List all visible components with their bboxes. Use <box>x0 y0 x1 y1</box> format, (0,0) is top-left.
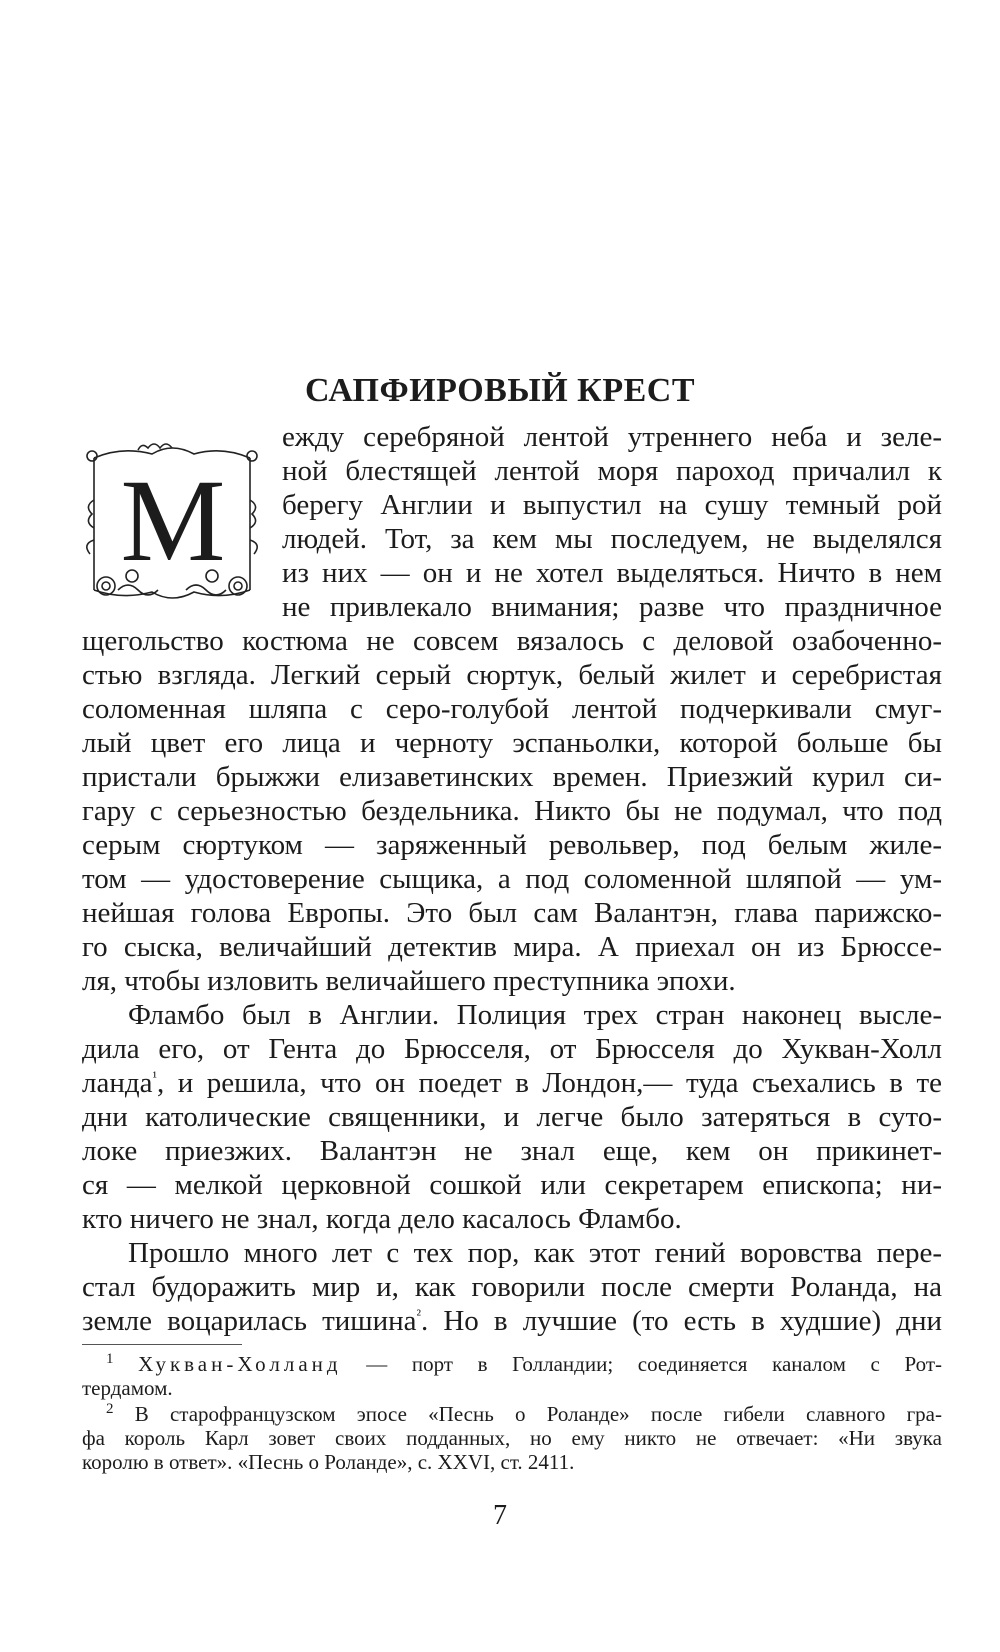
body-line: лый цвет его лица и черноту эспаньолки, которой больше бы <box>82 727 942 759</box>
body-line: стью взгляда. Легкий серый сюртук, белый жилет и серебристая <box>82 659 942 691</box>
footnote-2 <box>106 1402 942 1426</box>
body-line: кто ничего не знал, когда дело касалось Фламбо. <box>82 1203 682 1235</box>
body-text: . Но в лучшие (то есть в худшие) дни <box>421 1305 942 1337</box>
footnote-text: В старофранцузском эпосе «Песнь о Роланде» после гибели славного гра- <box>113 1402 942 1426</box>
body-text: ланда <box>82 1067 153 1099</box>
footnote-2-cont: фа король Карл зовет своих подданных, но ему никто не отвечает: «Ни звука <box>82 1426 942 1450</box>
footnote-ref-1[interactable]: ¹ <box>152 1069 157 1086</box>
body-line <box>82 1304 942 1338</box>
footnote-term: Хукван-Холланд <box>138 1352 342 1376</box>
body-line: Прошло много лет с тех пор, как этот гений воровства пере- <box>128 1237 942 1269</box>
body-line: серым сюртуком — заряженный револьвер, под белым жиле- <box>82 829 942 861</box>
footnote-ref-2[interactable]: ² <box>416 1307 422 1324</box>
body-line: пристали брыжжи елизаветинских времен. Приезжий курил си- <box>82 761 942 793</box>
footnote-1-cont: тердамом. <box>82 1376 173 1400</box>
footnote-2-cont: королю в ответ». «Песнь о Роланде», с. XXVI, ст. 2411. <box>82 1450 575 1474</box>
body-line: го сыска, величайший детектив мира. А приехал он из Брюссе- <box>82 931 942 963</box>
body-line: том — удостоверение сыщика, а под соломенной шляпой — ум- <box>82 863 942 895</box>
footnote-marker-1: 1 <box>106 1351 114 1367</box>
body-line: из них — он и не хотел выделяться. Ничто в нем <box>282 557 942 589</box>
body-line: дни католические священники, и легче было затеряться в суто- <box>82 1101 942 1133</box>
body-line: не привлекало внимания; разве что праздничное <box>282 591 942 623</box>
footnote-marker-2: 2 <box>106 1401 114 1417</box>
body-line: стал будоражить мир и, как говорили после смерти Роланда, на <box>82 1271 942 1303</box>
drop-cap-letter: М <box>120 455 226 586</box>
body-text: , и решила, что он поедет в Лондон,— туда съехались в те <box>157 1067 942 1099</box>
body-line: щегольство костюма не совсем вязалось с деловой озабоченно- <box>82 625 942 657</box>
body-text: земле воцарилась тишина <box>82 1305 417 1337</box>
body-line: нейшая голова Европы. Это был сам Валантэн, глава парижско- <box>82 897 942 929</box>
body-line: ежду серебряной лентой утреннего неба и зеле- <box>282 421 942 453</box>
body-line: локе приезжих. Валантэн не знал еще, кем он прикинет- <box>82 1135 942 1167</box>
footnote-1 <box>106 1352 942 1376</box>
body-line: ся — мелкой церковной сошкой или секретарем епископа; ни- <box>82 1169 942 1201</box>
body-line <box>82 1066 942 1100</box>
page-number: 7 <box>493 1500 507 1531</box>
body-line: ля, чтобы изловить величайшего преступника эпохи. <box>82 965 736 997</box>
chapter-title: САПФИРОВЫЙ КРЕСТ <box>304 372 696 409</box>
body-line: Фламбо был в Англии. Полиция трех стран наконец высле- <box>128 999 942 1031</box>
body-line: дила его, от Гента до Брюсселя, от Брюсселя до Хукван-Холл <box>82 1033 942 1065</box>
body-line: берегу Англии и выпустил на сушу темный рой <box>282 489 942 521</box>
footnote-text: — порт в Голландии; соединяется каналом с Рот- <box>341 1352 943 1376</box>
body-line: ной блестящей лентой моря пароход причалил к <box>282 455 942 487</box>
body-line: людей. Тот, за кем мы последуем, не выделялся <box>282 523 942 555</box>
body-line: гару с серьезностью бездельника. Никто бы не подумал, что под <box>82 795 942 827</box>
ornamental-drop-cap <box>82 440 264 608</box>
footnote-divider <box>82 1344 242 1345</box>
body-line: соломенная шляпа с серо-голубой лентой подчеркивали смуг- <box>82 693 942 725</box>
